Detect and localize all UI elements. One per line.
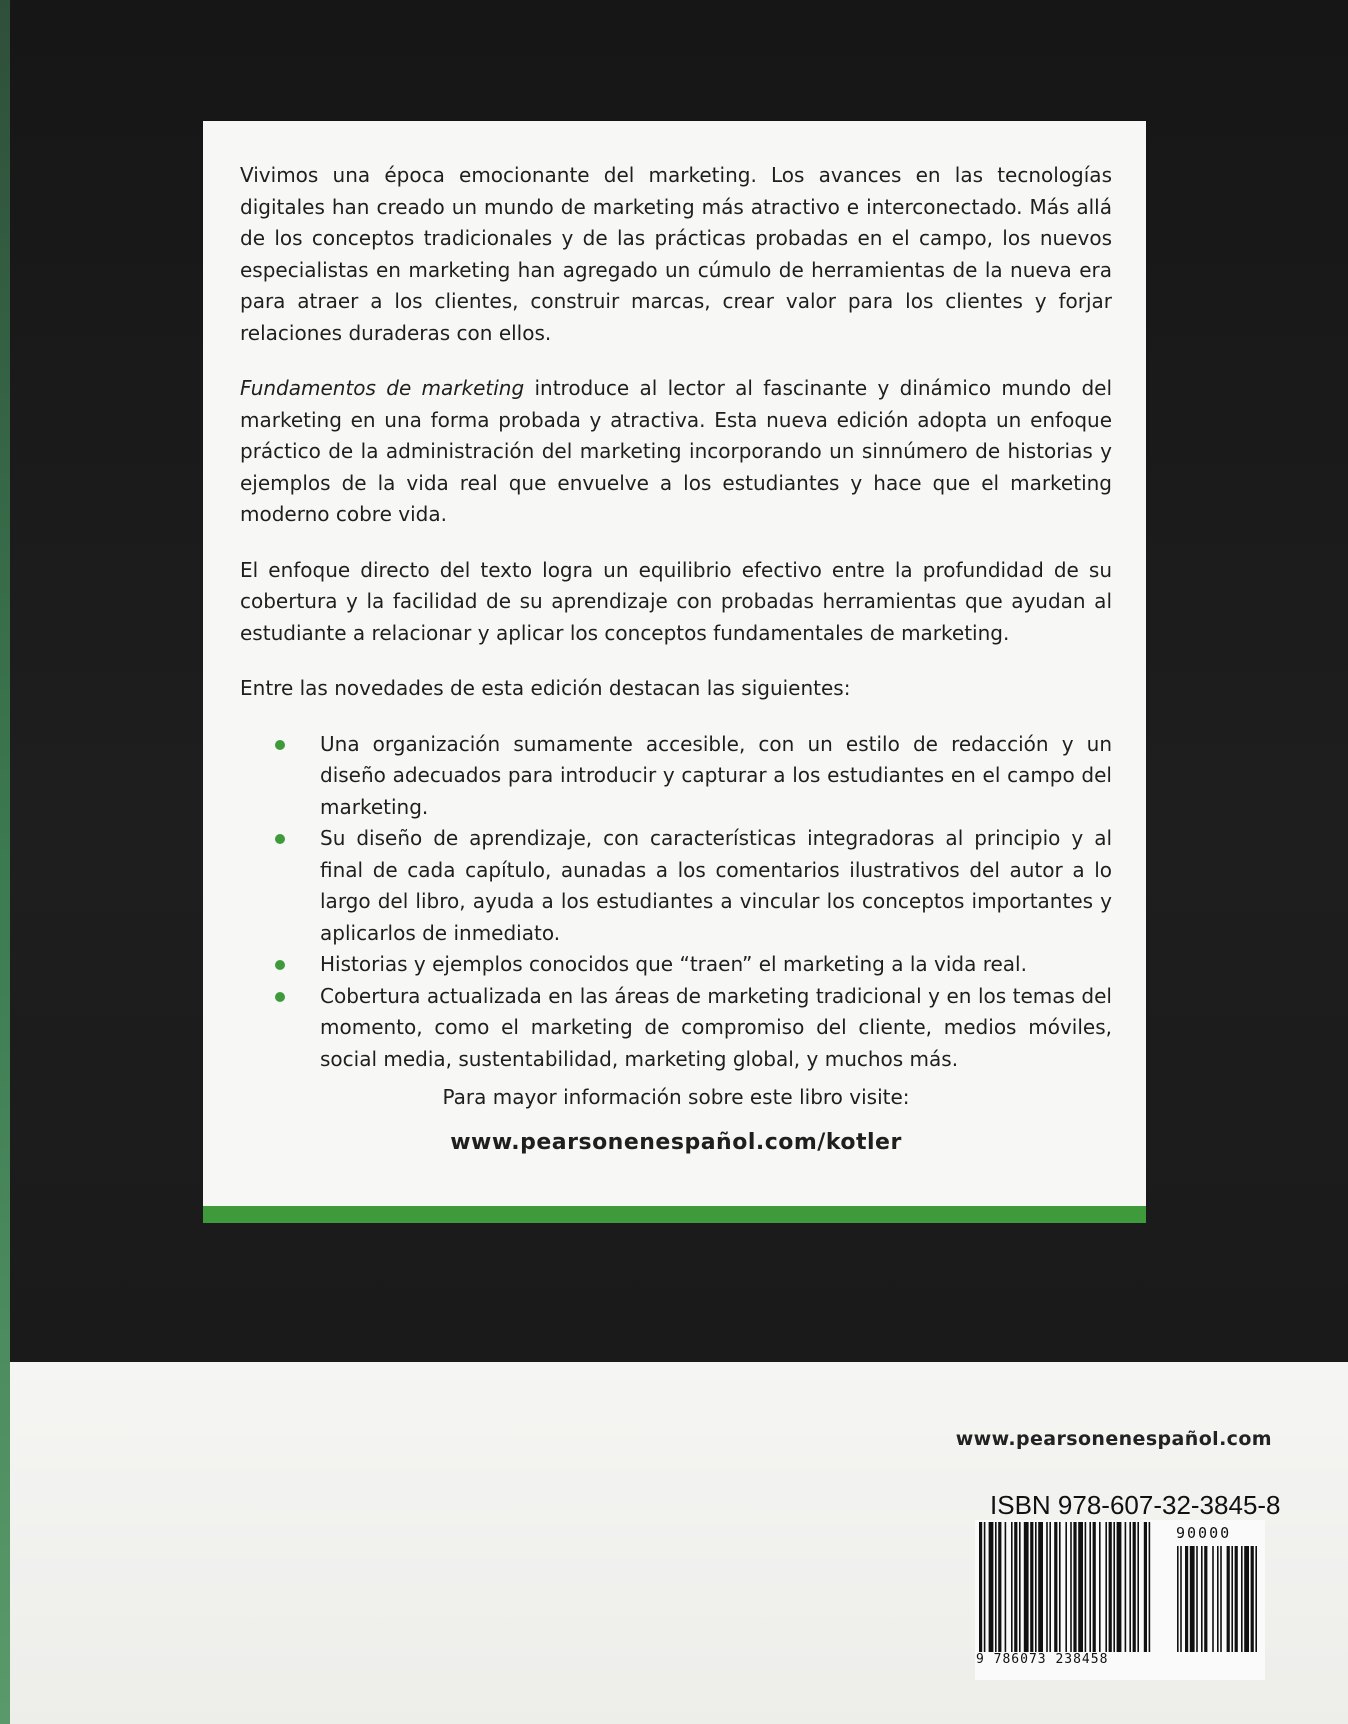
barcode-bar	[1133, 1522, 1136, 1652]
barcode-bar	[1113, 1522, 1115, 1652]
spine-edge	[0, 0, 10, 1724]
barcode-bar	[1065, 1522, 1067, 1652]
list-item	[320, 981, 1112, 1076]
barcode-supplement-bar	[1244, 1546, 1249, 1652]
bullet-dot-icon	[275, 992, 285, 1002]
barcode-bar	[1019, 1522, 1021, 1652]
barcode-bar	[1085, 1522, 1087, 1652]
barcode-bar	[1109, 1522, 1112, 1652]
barcode-bar	[1049, 1522, 1051, 1652]
barcode-bar	[1046, 1522, 1048, 1652]
barcode-bar	[1099, 1522, 1101, 1652]
barcode-bar	[1117, 1522, 1122, 1652]
description-text	[240, 160, 1112, 1075]
barcode-supplement-bar	[1201, 1546, 1203, 1652]
barcode-bar	[984, 1522, 986, 1652]
barcode-bar	[1144, 1522, 1147, 1652]
barcode-supplement-bar	[1217, 1546, 1219, 1652]
barcode-supplement-bar	[1227, 1546, 1230, 1652]
barcode-bar	[1011, 1522, 1013, 1652]
barcode-bar	[1070, 1522, 1072, 1652]
barcode-bar	[995, 1522, 997, 1652]
novelties-list	[240, 729, 1112, 1076]
book-website-link[interactable]: www.pearsonenespañol.com/kotler	[450, 1130, 902, 1155]
barcode-supplement-code: 90000	[1176, 1524, 1232, 1542]
barcode-bar	[1054, 1522, 1057, 1652]
barcode-supplement-bar	[1241, 1546, 1243, 1652]
barcode-bar	[1089, 1522, 1091, 1652]
barcode-supplement-bar	[1196, 1546, 1198, 1652]
barcode-bar	[1129, 1522, 1131, 1652]
list-item-text: Su diseño de aprendizaje, con características integradoras al principio y al final de cada capítulo, aunadas a los comentarios ilustrativos del autor a lo largo del libro, ayuda a los estudiantes a vincular los conceptos importantes y aplicarlos de inmediato.	[320, 826, 1112, 945]
barcode-bar	[1030, 1522, 1033, 1652]
list-item	[320, 823, 1112, 949]
barcode-supplement-bar	[1220, 1546, 1222, 1652]
barcode-supplement-bar	[1255, 1546, 1257, 1652]
barcode-bar	[1059, 1522, 1061, 1652]
barcode-supplement-bar	[1190, 1546, 1195, 1652]
barcode-supplement-bar	[1177, 1546, 1179, 1652]
barcode-bar	[979, 1522, 982, 1652]
list-item-text: Historias y ejemplos conocidos que “traen” el marketing a la vida real.	[320, 952, 1027, 976]
paragraph-novelties-lead: Entre las novedades de esta edición destacan las siguientes:	[240, 676, 851, 700]
barcode-supplement-bar	[1231, 1546, 1233, 1652]
paragraph-book-intro	[240, 373, 1112, 531]
barcode-bar	[1078, 1522, 1083, 1652]
barcode-bar	[1038, 1522, 1043, 1652]
barcode-bar	[1105, 1522, 1107, 1652]
list-item	[320, 949, 1112, 981]
barcode-bar	[1024, 1522, 1029, 1652]
barcode-supplement-bar	[1251, 1546, 1254, 1652]
publisher-website-link[interactable]: www.pearsonenespañol.com	[955, 1428, 1272, 1450]
list-item	[320, 729, 1112, 824]
isbn-label: ISBN 978-607-32-3845-8	[990, 1490, 1281, 1520]
barcode-bar	[1125, 1522, 1127, 1652]
barcode-supplement-bar	[1185, 1546, 1188, 1652]
paragraph-approach: El enfoque directo del texto logra un equilibrio efectivo entre la profundidad de su cobertura y la facilidad de su aprendizaje con probadas herramientas que ayudan al estudiante a relacionar y aplicar los conceptos fundamentales de marketing.	[240, 557, 1112, 645]
barcode-bar	[1073, 1522, 1076, 1652]
barcode-bar	[998, 1522, 1001, 1652]
barcode-bar	[1149, 1522, 1151, 1652]
barcode-supplement-bar	[1212, 1546, 1214, 1652]
barcode-bar	[989, 1522, 994, 1652]
barcode-supplement-bar	[1204, 1546, 1207, 1652]
list-item-text: Cobertura actualizada en las áreas de marketing tradicional y en los temas del momento, como el marketing de compromiso del cliente, medios móviles, social media, sustentabilidad, marketing global, y muchos más.	[320, 983, 1112, 1071]
bullet-dot-icon	[275, 960, 285, 970]
bullet-dot-icon	[275, 740, 285, 750]
barcode-bar	[1005, 1522, 1007, 1652]
barcode-supplement-bar	[1180, 1546, 1182, 1652]
barcode-bar	[1137, 1522, 1139, 1652]
barcode-bar	[1093, 1522, 1096, 1652]
list-item-text: Una organización sumamente accesible, con un estilo de redacción y un diseño adecuados para introducir y capturar a los estudiantes en el campo del marketing.	[320, 731, 1112, 819]
barcode-bar	[1035, 1522, 1037, 1652]
barcode-bar	[1014, 1522, 1017, 1652]
bullet-dot-icon	[275, 834, 285, 844]
book-title-italic: Fundamentos de marketing	[240, 376, 525, 400]
green-accent-bar	[203, 1206, 1146, 1223]
barcode-digits: 9 786073 238458	[976, 1652, 1109, 1667]
barcode-supplement-bar	[1235, 1546, 1238, 1652]
paragraph-intro: Vivimos una época emocionante del marketing. Los avances en las tecnologías digitales han creado un mundo de marketing más atractivo e interconectado. Más allá de los conceptos tradicionales y de las prácticas probadas en el campo, los nuevos especialistas en marketing han agregado un cúmulo de herramientas de la nueva era para atraer a los clientes, construir marcas, crear valor para los clientes y forjar relaciones duraderas con ellos.	[240, 163, 1112, 345]
more-info-text: Para mayor información sobre este libro visite:	[442, 1085, 910, 1109]
paragraph-book-intro-rest: introduce al lector al fascinante y dinámico mundo del marketing en una forma probada y atractiva. Esta nueva edición adopta un enfoque práctico de la administración del marketing incorporando un sinnúmero de historias y ejemplos de la vida real que envuelve a los estudiantes y hace que el marketing moderno cobre vida.	[240, 376, 1112, 526]
